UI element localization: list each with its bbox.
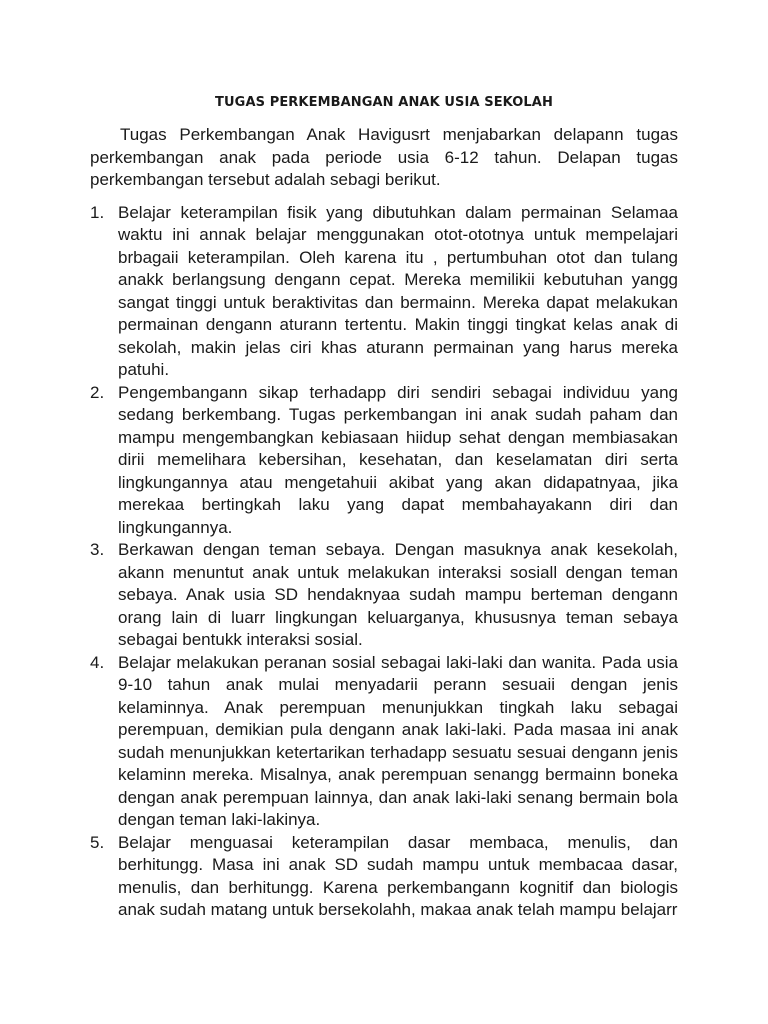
list-item bbox=[90, 539, 678, 652]
intro-paragraph: Tugas Perkembangan Anak Havigusrt menjabarkan delapann tugas perkembangan anak pada periode usia 6-12 tahun. Delapan tugas perkembangan tersebut adalah sebagi berikut. bbox=[90, 125, 678, 189]
list-item-text: Belajar keterampilan fisik yang dibutuhkan dalam permainan Selamaa waktu ini annak belajar menggunakan otot-ototnya untuk mempelajari brbagaii keterampilan. Oleh karena itu , pertumbuhan otot dan tulang anakk berlangsung dengann cepat. Mereka memilikii kebutuhan yangg sangat tinggi untuk beraktivitas dan bermainn. Mereka dapat melakukan permainan dengann aturann tertentu. Makin tinggi tingkat kelas anak di sekolah, makin jelas ciri khas aturann permainan yang harus mereka patuhi. bbox=[118, 202, 678, 379]
list-item-number: 1. bbox=[90, 202, 105, 222]
list-item-text: Berkawan dengan teman sebaya. Dengan masuknya anak kesekolah, akann menuntut anak untuk melakukan interaksi sosiall dengan teman sebaya. Anak usia SD hendaknyaa sudah mampu berteman dengann orang lain di luarr lingkungan keluarganya, khususnya teman sebaya sebagai bentukk interaksi sosial. bbox=[118, 540, 678, 649]
document-body bbox=[90, 124, 678, 922]
list-item-text: Pengembangann sikap terhadapp diri sendiri sebagai individuu yang sedang berkembang. Tugas perkembangan ini anak sudah paham dan mampu mengembangkan kebiasaan hiidup sehat dengan membiasakan dirii memelihara kebersihan, kesehatan, dan keselamatan diri serta lingkungannya atau mengetahuii akibat yang akan didapatnyaa, jika merekaa bertingkah laku yang dapat membahayakann diri dan lingkungannya. bbox=[118, 382, 678, 537]
list-item-number: 2. bbox=[90, 382, 105, 402]
list-item bbox=[90, 832, 678, 922]
list-item-text: Belajar melakukan peranan sosial sebagai laki-laki dan wanita. Pada usia 9-10 tahun anak mulai menyadarii perann sesuaii dengan jenis kelaminnya. Anak perempuan menunjukkan tingkah laku sebagai perempuan, demikian pula dengann anak laki-laki. Pada masaa ini anak sudah menunjukkan ketertarikan terhadapp sesuatu sesuai dengann jenis kelaminn mereka. Misalnya, anak perempuan senangg bermainn boneka dengan anak perempuan lainnya, dan anak laki-laki senang bermain bola dengan teman laki-lakinya. bbox=[118, 652, 678, 829]
list-item bbox=[90, 652, 678, 832]
list-item bbox=[90, 202, 678, 382]
list-item-number: 3. bbox=[90, 540, 105, 559]
list-item-number: 5. bbox=[90, 832, 105, 852]
list-item bbox=[90, 382, 678, 540]
list-item-text: Belajar menguasai keterampilan dasar membaca, menulis, dan berhitungg. Masa ini anak SD sudah mampu untuk membacaa dasar, menulis, dan berhitungg. Karena perkembangann kognitif dan biologis anak sudah matang untuk bersekolahh, makaa anak telah mampu belajarr bbox=[118, 832, 678, 919]
document-title: TUGAS PERKEMBANGAN ANAK USIA SEKOLAH bbox=[215, 95, 553, 110]
list-item-number: 4. bbox=[90, 652, 105, 672]
task-list bbox=[90, 202, 678, 922]
